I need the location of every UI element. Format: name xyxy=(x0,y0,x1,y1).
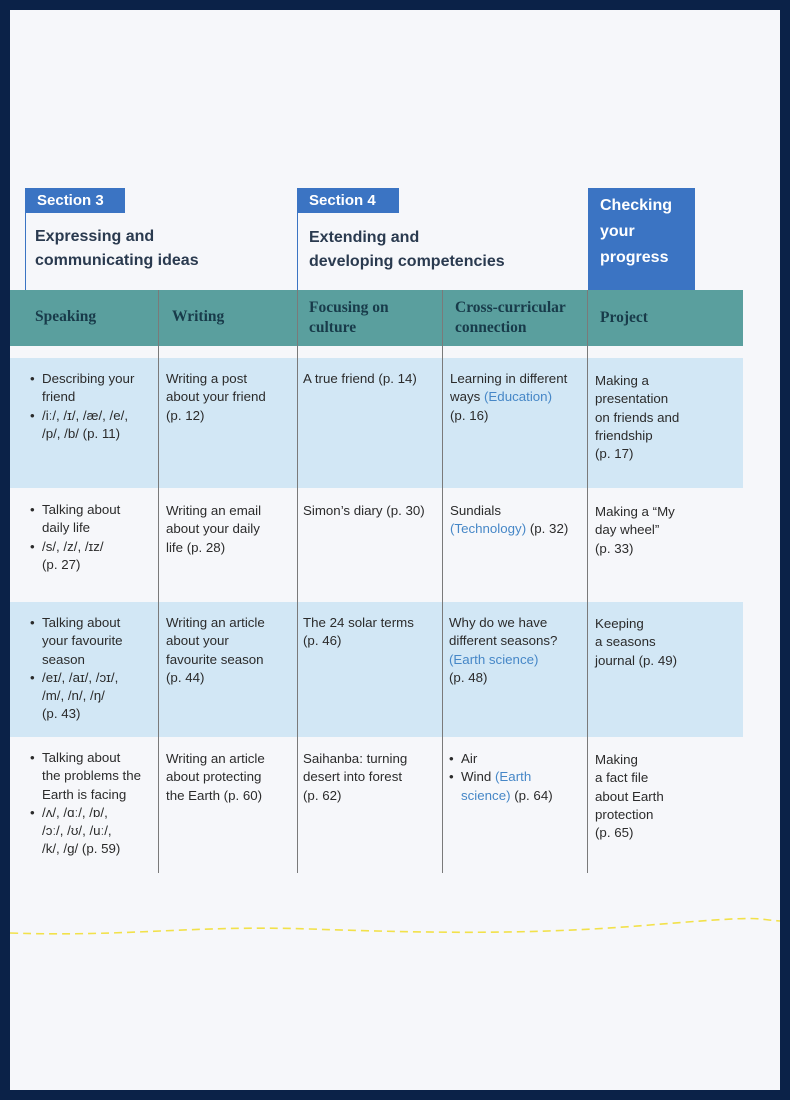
list-item: • /iː/, /ɪ/, /æ/, /e/, /p/, /b/ (p. 11) xyxy=(30,407,155,444)
section-3-title: Expressing and communicating ideas xyxy=(35,228,199,269)
section-3-tab: Section 3 xyxy=(25,188,125,213)
section-4-tab: Section 4 xyxy=(297,188,399,213)
row3-culture: The 24 solar terms (p. 46) xyxy=(303,615,414,649)
column-divider xyxy=(587,290,588,873)
row1-writing: Writing a post about your friend (p. 12) xyxy=(166,371,266,423)
row2-cross: Sundials (Technology) (p. 32) xyxy=(450,503,569,537)
page xyxy=(10,10,780,1090)
row1-project: Making a presentation on friends and friendship (p. 17) xyxy=(595,373,680,462)
row4-culture: Saihanba: turning desert into forest (p. 62) xyxy=(303,751,408,803)
row4-project: Making a fact file about Earth protection (p. 65) xyxy=(595,752,664,841)
row3-writing: Writing an article about your favourite season (p. 44) xyxy=(166,615,265,685)
header-culture: Focusing on culture xyxy=(309,299,389,336)
decorative-dashed-line xyxy=(10,915,780,945)
row2-speaking xyxy=(30,501,155,574)
row4-speaking xyxy=(30,749,155,859)
list-item: • /eɪ/, /aɪ/, /ɔɪ/, /m/, /n/, /ŋ/ (p. 43) xyxy=(30,669,155,724)
row2-project: Making a “My day wheel” (p. 33) xyxy=(595,504,675,556)
list-item: • Wind (Earth science) (p. 64) xyxy=(449,768,585,805)
row3-speaking xyxy=(30,614,155,724)
list-item: • Talking about daily life xyxy=(30,501,155,538)
list-item: • Air xyxy=(449,750,585,768)
list-item: • Talking about your favourite season xyxy=(30,614,155,669)
row1-cross: Learning in different ways (Education) (p. 16) xyxy=(450,371,568,423)
column-divider xyxy=(297,290,298,873)
section-4-divider xyxy=(297,213,298,290)
checking-progress-box: Checking your progress xyxy=(588,188,695,290)
list-item: • /s/, /z/, /ɪz/ (p. 27) xyxy=(30,538,155,575)
list-item: • Describing your friend xyxy=(30,370,155,407)
row4-cross xyxy=(449,750,585,805)
header-project: Project xyxy=(600,309,648,326)
row2-culture: Simon’s diary (p. 30) xyxy=(303,503,425,518)
list-item: • Talking about the problems the Earth is facing xyxy=(30,749,155,804)
header-writing: Writing xyxy=(172,308,225,325)
row3-cross: Why do we have different seasons? (Earth science) (p. 48) xyxy=(449,615,558,685)
column-divider xyxy=(158,290,159,873)
header-speaking: Speaking xyxy=(35,308,97,325)
section-4-title: Extending and developing competencies xyxy=(309,229,505,270)
column-divider xyxy=(442,290,443,873)
section-3-divider xyxy=(25,213,26,290)
row3-project: Keeping a seasons journal (p. 49) xyxy=(595,616,678,668)
row1-culture: A true friend (p. 14) xyxy=(303,371,417,386)
row2-writing: Writing an email about your daily life (p. 28) xyxy=(166,503,262,555)
header-cross-curricular: Cross-curricular connection xyxy=(455,299,566,336)
list-item: • /ʌ/, /ɑː/, /ɒ/, /ɔː/, /ʊ/, /uː/, /k/, /g/ (p. 59) xyxy=(30,804,155,859)
row4-writing: Writing an article about protecting the Earth (p. 60) xyxy=(166,751,265,803)
row1-speaking xyxy=(30,370,155,443)
